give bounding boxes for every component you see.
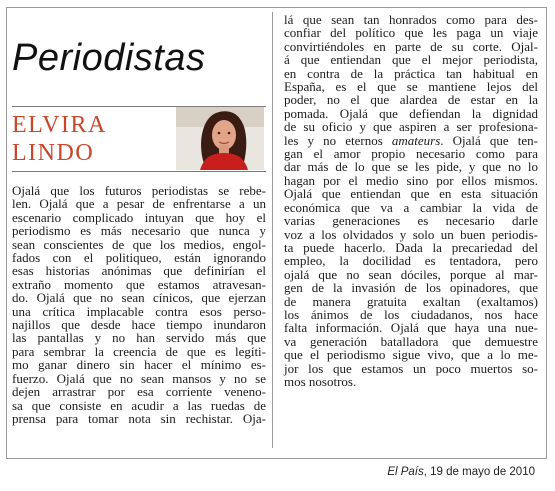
source-name: El País <box>387 466 424 478</box>
text-line: Ojalá que los futuros periodistas se rebe- <box>12 183 266 198</box>
text-line: do. Ojalá que no sean cínicos, que ejerzan <box>12 290 266 306</box>
author-last-name: LINDO <box>12 140 95 166</box>
text-line: de manera gratuita exaltan (exaltamos) <box>284 293 538 309</box>
text-line: extraño momento que estamos atravesan- <box>12 276 266 292</box>
text-line: á que entiendan que el mejor periodista, <box>284 52 538 68</box>
text-line: las pantallas y no han servido más que <box>12 330 266 346</box>
text-line: de su oficio y que aspiren a ser profesiona- <box>284 119 538 135</box>
text-line: prensa para tomar nota sin rechistar. Oja- <box>12 410 266 426</box>
header-rule-bottom <box>12 171 266 172</box>
text-line: Ojalá que entiendan que en esta situación <box>284 186 538 202</box>
text-line: mo ganar dinero sin hacer el mínimo es- <box>12 357 266 373</box>
text-line: empleo, la docilidad es tentadora, pero <box>284 253 538 269</box>
text-line: fados con el politiqueo, están ignorando <box>12 250 266 266</box>
text-line: en contra de la práctica tan habitual en <box>284 65 538 81</box>
text-line: escenario complicado intuyan que hoy el <box>12 209 266 225</box>
text-line: dejen arrastrar por esa corriente veneno- <box>12 384 266 400</box>
text-line: una crítica implacable contra esos perso- <box>12 303 266 319</box>
text-line: hagan por el medio sino por ellos mismos. <box>284 172 538 188</box>
text-line: para sembrar la creencia de que es legíti- <box>12 343 266 359</box>
text-line: lá que sean tan honrados como para des- <box>284 12 538 27</box>
text-line: mos nosotros. <box>284 373 357 389</box>
text-line: pomada. Ojalá que defiendan la dignidad <box>284 105 538 121</box>
text-line: esas historias anónimas que definirían el <box>12 263 266 279</box>
text-line: que el periodismo sigue vivo, que a lo me- <box>284 347 538 363</box>
article-column-1 <box>12 184 266 425</box>
author-photo <box>176 107 264 170</box>
article-column-2 <box>284 13 538 388</box>
text-line: los ánimos de los ciudadanos, nos hace <box>284 306 538 322</box>
text-line: económica que va a cambiar la vida de <box>284 199 538 215</box>
text-line: fuerzo. Ojalá que no sean mansos y no se <box>12 370 266 386</box>
text-line: poder, no el que alardea de estar en la <box>284 92 538 108</box>
text-line: les y no eternos amateurs. Ojalá que ten- <box>284 132 538 148</box>
text-line: voz a los olvidados y solo un buen periodis- <box>284 226 538 242</box>
text-line: va generación batalladora que demuestre <box>284 333 538 349</box>
article-title: Periodistas <box>12 37 206 79</box>
text-line: len. Ojalá que a pesar de enfrentarse a un <box>12 196 266 212</box>
column-divider <box>272 12 273 448</box>
text-line: gen de la invasión de los opinadores, que <box>284 280 538 296</box>
text-line: gan el amor propio necesario como para <box>284 146 538 162</box>
text-line: periodismo es más necesario que nunca y <box>12 223 266 239</box>
text-line: varias generaciones es necesario darle <box>284 213 538 229</box>
text-line: sa que consiste en acudir a las ruedas de <box>12 397 266 413</box>
text-line: ojalá que no sean dóciles, porque al mar- <box>284 266 538 282</box>
text-line: sean conscientes de que los medios, engol- <box>12 236 266 252</box>
text-line: confiar del político que les paga un viaje <box>284 25 538 41</box>
author-first-name: ELVIRA <box>12 112 107 138</box>
text-line: convirtiéndoles en parte de su corte. Ojal- <box>284 38 538 54</box>
text-line: jor los que estamos un poco muertos so- <box>284 360 538 376</box>
source-caption <box>387 466 535 478</box>
text-line: najillos que desde hace tiempo inundaron <box>12 317 266 333</box>
text-line: España, es el que se mantiene lejos del <box>284 79 538 95</box>
source-date: , 19 de mayo de 2010 <box>423 466 535 478</box>
text-line: dar más de lo que se les pide, y que no lo <box>284 159 538 175</box>
text-line: ta puede hacerlo. Dada la precariedad del <box>284 239 538 255</box>
text-line: falta información. Ojalá que haya una nue- <box>284 320 538 336</box>
